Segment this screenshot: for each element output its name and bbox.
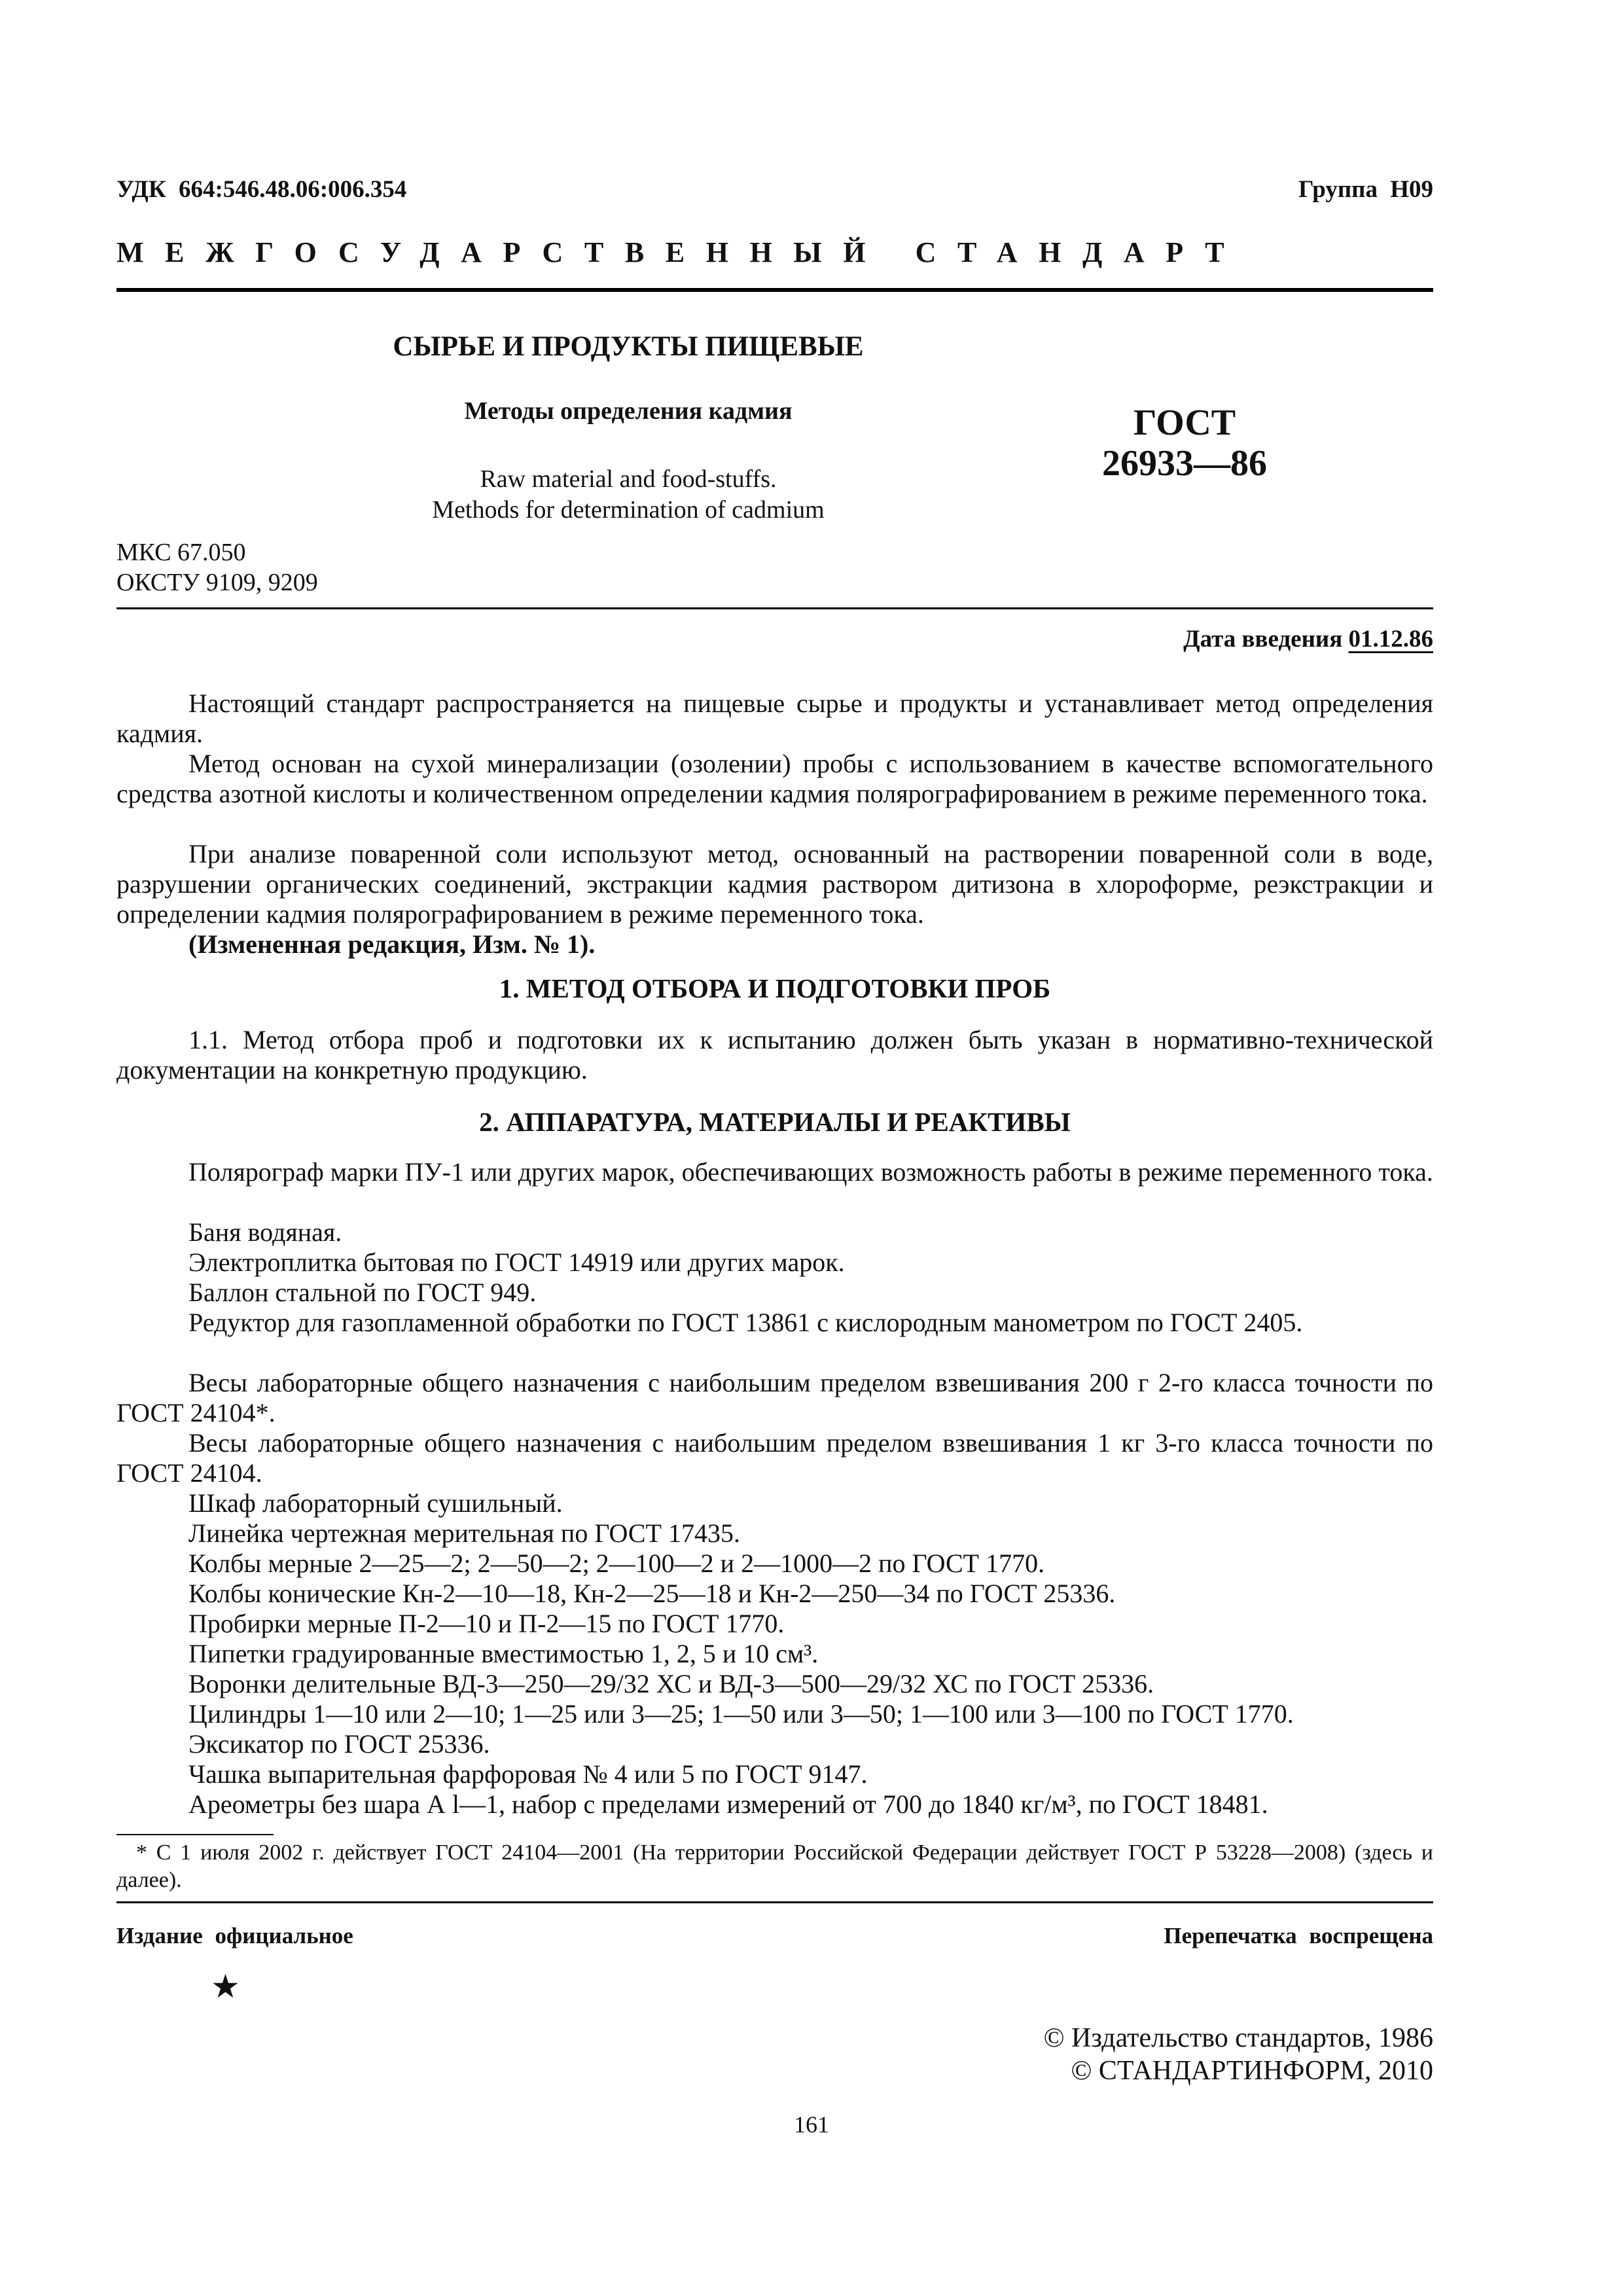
standard-banner: МЕЖГОСУДАРСТВЕННЫЙ СТАНДАРТ bbox=[116, 236, 1246, 268]
equipment-item: Ареометры без шара А l—1, набор с пределами измерений от 700 до 1840 кг/м³, по ГОСТ 18481. bbox=[188, 1789, 1268, 1819]
equipment-item: Весы лабораторные общего назначения с наибольшим пределом взвешивания 1 кг 3-го класса точности по ГОСТ 24104. bbox=[116, 1428, 1433, 1488]
equipment-item: Весы лабораторные общего назначения с наибольшим пределом взвешивания 200 г 2-го класса точности по ГОСТ 24104*. bbox=[116, 1368, 1433, 1427]
english-title-line1: Raw material and food-stuffs. bbox=[480, 465, 777, 493]
star-icon: ★ bbox=[211, 1968, 240, 2005]
gost-number: 26933—86 bbox=[1102, 443, 1267, 484]
document-subtitle: Методы определения кадмия bbox=[464, 397, 793, 425]
equipment-item: Полярограф марки ПУ-1 или других марок, обеспечивающих возможность работы в режиме переменного тока. bbox=[188, 1157, 1433, 1187]
equipment-item: Колбы конические Кн-2—10—18, Кн-2—25—18 и Кн-2—250—34 по ГОСТ 25336. bbox=[188, 1579, 1116, 1608]
english-title-line2: Methods for determination of cadmium bbox=[432, 496, 825, 524]
equipment-item: Баллон стальной по ГОСТ 949. bbox=[188, 1278, 537, 1307]
introduction-date-label: Дата введения bbox=[1183, 626, 1343, 653]
reprint-prohibited-label: Перепечатка воспрещена bbox=[1164, 1923, 1433, 1948]
equipment-item: Баня водяная. bbox=[188, 1217, 342, 1247]
equipment-item: Редуктор для газопламенной обработки по ГОСТ 13861 с кислородным манометром по ГОСТ 2405. bbox=[188, 1308, 1303, 1337]
group-code: Группа Н09 bbox=[1298, 176, 1433, 203]
footnote: * С 1 июля 2002 г. действует ГОСТ 24104—2001 (На территории Российской Федерации действует ГОСТ Р 53228—2008) (здесь и далее). bbox=[116, 1840, 1433, 1892]
equipment-item: Пробирки мерные П-2—10 и П-2—15 по ГОСТ 1770. bbox=[188, 1609, 785, 1638]
equipment-item: Линейка чертежная мерительная по ГОСТ 17435. bbox=[188, 1518, 740, 1548]
intro-paragraph-2: Метод основан на сухой минерализации (озолении) пробы с использованием в качестве вспомогательного средства азотной кислоты и количественном определении кадмия полярографированием в режиме переменного тока. bbox=[116, 749, 1433, 808]
introduction-date-value: 01.12.86 bbox=[1348, 626, 1433, 653]
section-2-heading: 2. АППАРАТУРА, МАТЕРИАЛЫ И РЕАКТИВЫ bbox=[479, 1107, 1071, 1137]
equipment-item: Эксикатор по ГОСТ 25336. bbox=[188, 1729, 490, 1759]
udk-code: УДК 664:546.48.06:006.354 bbox=[116, 176, 407, 203]
mks-code: МКС 67.050 bbox=[116, 539, 246, 566]
copyright-line-2: © СТАНДАРТИНФОРМ, 2010 bbox=[1071, 2056, 1433, 2086]
section-1-heading: 1. МЕТОД ОТБОРА И ПОДГОТОВКИ ПРОБ bbox=[499, 973, 1051, 1003]
equipment-item: Цилиндры 1—10 или 2—10; 1—25 или 3—25; 1—50 или 3—50; 1—100 или 3—100 по ГОСТ 1770. bbox=[188, 1699, 1294, 1729]
equipment-item: Шкаф лабораторный сушильный. bbox=[188, 1488, 563, 1518]
intro-paragraph-1: Настоящий стандарт распространяется на пищевые сырье и продукты и устанавливает метод определения кадмия. bbox=[116, 689, 1433, 748]
equipment-item: Электроплитка бытовая по ГОСТ 14919 или других марок. bbox=[188, 1247, 845, 1277]
official-edition-label: Издание официальное bbox=[116, 1923, 353, 1948]
header-rule bbox=[116, 288, 1433, 292]
equipment-item: Чашка выпарительная фарфоровая № 4 или 5 по ГОСТ 9147. bbox=[188, 1759, 868, 1789]
footer-rule bbox=[116, 1901, 1433, 1903]
okstu-code: ОКСТУ 9109, 9209 bbox=[116, 569, 318, 596]
equipment-item: Воронки делительные ВД-3—250—29/32 ХС и ВД-3—500—29/32 ХС по ГОСТ 25336. bbox=[188, 1669, 1154, 1698]
equipment-item: Колбы мерные 2—25—2; 2—50—2; 2—100—2 и 2—1000—2 по ГОСТ 1770. bbox=[188, 1549, 1045, 1578]
intro-paragraph-3: При анализе поваренной соли используют метод, основанный на растворении поваренной соли в воде, разрушении органических соединений, экстракции кадмия раствором дитизона в хлороформе, реэкстракции и определении кадмия полярографированием в режиме переменного тока. bbox=[116, 839, 1433, 929]
section-1-clause-1-1: 1.1. Метод отбора проб и подготовки их к испытанию должен быть указан в нормативно-технической документации на конкретную продукцию. bbox=[116, 1025, 1433, 1085]
amendment-note: (Измененная редакция, Изм. № 1). bbox=[188, 929, 596, 959]
introduction-date bbox=[1183, 625, 1433, 653]
equipment-item: Пипетки градуированные вместимостью 1, 2, 5 и 10 см³. bbox=[188, 1639, 819, 1668]
document-title: СЫРЬЕ И ПРОДУКТЫ ПИЩЕВЫЕ bbox=[393, 331, 864, 362]
footnote-rule bbox=[116, 1834, 274, 1835]
copyright-line-1: © Издательство стандартов, 1986 bbox=[1043, 2023, 1433, 2053]
title-block-rule bbox=[116, 607, 1433, 609]
page-number: 161 bbox=[794, 2111, 829, 2138]
gost-label: ГОСТ bbox=[1133, 403, 1236, 443]
